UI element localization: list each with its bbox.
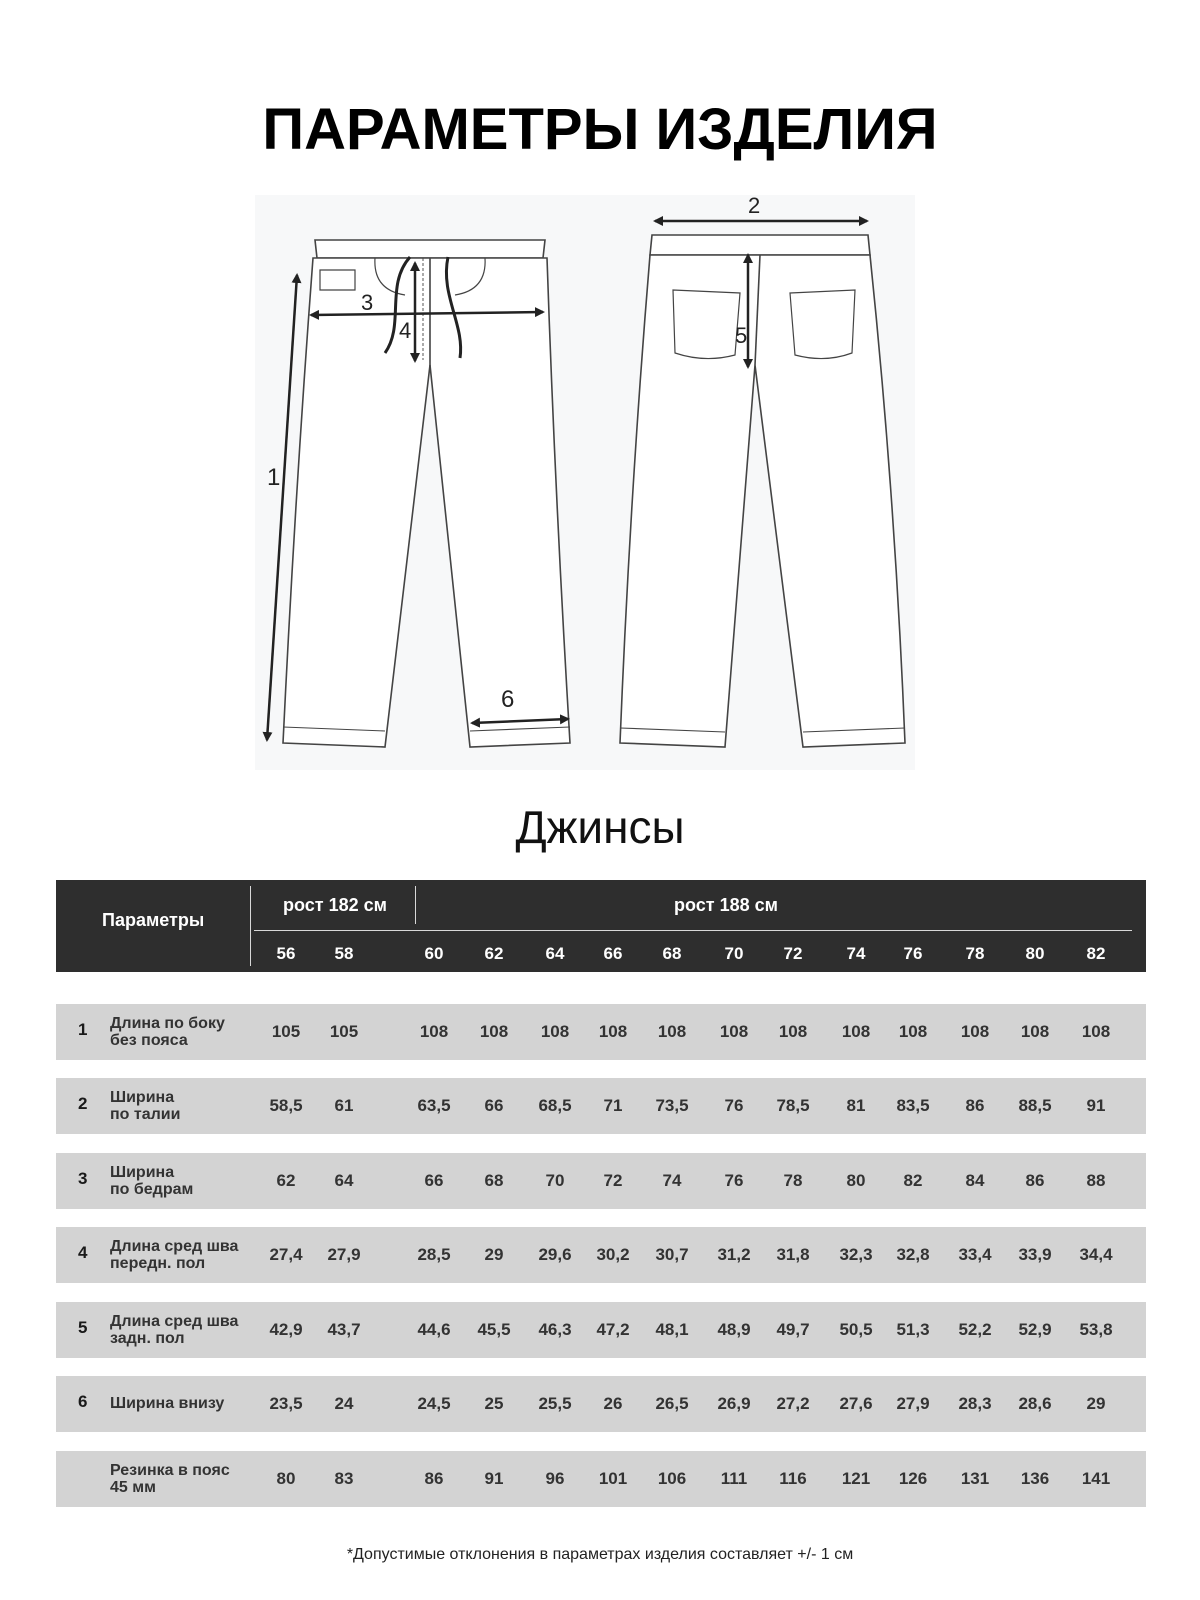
table-cell: 86	[965, 1096, 985, 1115]
table-row	[56, 1451, 1146, 1507]
table-cell: 44,6	[417, 1320, 451, 1339]
table-cell: 30,2	[596, 1245, 630, 1264]
table-cell: 70	[545, 1171, 565, 1190]
size-header: 64	[545, 944, 565, 963]
row-parameter-name: Резинка в пояс 45 мм	[110, 1462, 230, 1496]
table-cell: 53,8	[1079, 1320, 1113, 1339]
measure-4-label: 4	[399, 318, 412, 343]
row-number: 2	[78, 1094, 88, 1113]
group-height-182: рост 182 см	[283, 895, 387, 915]
table-cell: 108	[898, 1022, 928, 1041]
table-cell: 23,5	[269, 1394, 303, 1413]
table-cell: 28,3	[958, 1394, 992, 1413]
table-header	[56, 880, 1146, 972]
tolerance-note: *Допустимые отклонения в параметрах изделия составляет +/- 1 см	[346, 1546, 854, 1563]
table-cell: 52,9	[1018, 1320, 1052, 1339]
row-number: 4	[78, 1243, 88, 1262]
table-cell: 25	[484, 1394, 504, 1413]
table-cell: 80	[276, 1469, 296, 1488]
table-cell: 29	[1086, 1394, 1106, 1413]
table-cell: 31,8	[776, 1245, 810, 1264]
table-cell: 32,3	[839, 1245, 873, 1264]
measure-2-label: 2	[748, 195, 761, 218]
group-divider	[415, 886, 416, 924]
table-cell: 31,2	[717, 1245, 751, 1264]
table-cell: 29	[484, 1245, 504, 1264]
table-cell: 46,3	[538, 1320, 572, 1339]
table-cell: 108	[778, 1022, 808, 1041]
table-cell: 26	[603, 1394, 623, 1413]
table-cell: 131	[960, 1469, 990, 1488]
row-number: 6	[78, 1392, 88, 1411]
row-parameter-name: Длина по боку без пояса	[110, 1015, 225, 1049]
size-header: 70	[724, 944, 744, 963]
table-cell: 108	[841, 1022, 871, 1041]
table-cell: 43,7	[327, 1320, 361, 1339]
table-cell: 81	[846, 1096, 866, 1115]
table-cell: 141	[1081, 1469, 1111, 1488]
table-cell: 91	[1086, 1096, 1106, 1115]
table-cell: 26,9	[717, 1394, 751, 1413]
table-cell: 66	[424, 1171, 444, 1190]
table-row	[56, 1302, 1146, 1358]
row-parameter-name: Ширина по бедрам	[110, 1164, 194, 1198]
table-row	[56, 1227, 1146, 1283]
table-cell: 84	[965, 1171, 985, 1190]
table-cell: 26,5	[655, 1394, 689, 1413]
table-cell: 74	[662, 1171, 682, 1190]
group-underline	[254, 930, 1132, 931]
table-cell: 45,5	[477, 1320, 511, 1339]
table-cell: 116	[779, 1469, 807, 1488]
table-cell: 24	[334, 1394, 354, 1413]
table-cell: 29,6	[538, 1245, 572, 1264]
table-cell: 126	[898, 1469, 928, 1488]
table-cell: 32,8	[896, 1245, 930, 1264]
table-cell: 52,2	[958, 1320, 992, 1339]
table-cell: 108	[598, 1022, 628, 1041]
table-row	[56, 1004, 1146, 1060]
row-parameter-name: Ширина по талии	[110, 1089, 181, 1123]
table-cell: 78,5	[776, 1096, 810, 1115]
measure-1-label: 1	[267, 464, 281, 491]
table-cell: 108	[1020, 1022, 1050, 1041]
table-cell: 71	[603, 1096, 623, 1115]
table-cell: 82	[903, 1171, 923, 1190]
product-name: Джинсы	[515, 801, 685, 853]
measure-3-label: 3	[361, 290, 374, 315]
size-header: 82	[1086, 944, 1106, 963]
table-cell: 91	[484, 1469, 504, 1488]
table-cell: 83	[334, 1469, 354, 1488]
row-number: 5	[78, 1318, 88, 1337]
table-cell: 50,5	[839, 1320, 873, 1339]
table-cell: 33,4	[958, 1245, 992, 1264]
table-cell: 73,5	[655, 1096, 689, 1115]
size-header: 66	[603, 944, 623, 963]
table-cell: 105	[271, 1022, 301, 1041]
jeans-diagram	[255, 195, 915, 770]
table-cell: 136	[1020, 1469, 1050, 1488]
table-row	[56, 1153, 1146, 1209]
table-cell: 25,5	[538, 1394, 572, 1413]
table-cell: 30,7	[655, 1245, 689, 1264]
row-parameter-name: Ширина внизу	[110, 1395, 225, 1412]
table-cell: 33,9	[1018, 1245, 1052, 1264]
size-header: 80	[1025, 944, 1045, 963]
table-cell: 34,4	[1079, 1245, 1113, 1264]
measure-5-label: 5	[735, 323, 748, 348]
table-cell: 27,6	[839, 1394, 873, 1413]
table-cell: 108	[479, 1022, 509, 1041]
size-header: 62	[484, 944, 504, 963]
parameters-header: Параметры	[102, 910, 205, 930]
table-cell: 47,2	[596, 1320, 630, 1339]
table-cell: 49,7	[776, 1320, 810, 1339]
table-cell: 28,5	[417, 1245, 451, 1264]
table-cell: 63,5	[417, 1096, 451, 1115]
table-cell: 28,6	[1018, 1394, 1052, 1413]
table-cell: 58,5	[269, 1096, 303, 1115]
table-cell: 108	[960, 1022, 990, 1041]
table-cell: 68,5	[538, 1096, 572, 1115]
table-cell: 108	[540, 1022, 570, 1041]
page-title: ПАРАМЕТРЫ ИЗДЕЛИЯ	[262, 97, 938, 162]
size-header: 56	[276, 944, 296, 963]
table-cell: 27,9	[896, 1394, 930, 1413]
table-cell: 27,4	[269, 1245, 303, 1264]
table-cell: 83,5	[896, 1096, 930, 1115]
table-cell: 68	[484, 1171, 504, 1190]
size-header: 68	[662, 944, 682, 963]
table-cell: 24,5	[417, 1394, 451, 1413]
size-header: 76	[903, 944, 923, 963]
table-cell: 96	[545, 1469, 565, 1488]
header-divider	[250, 886, 251, 966]
group-height-188: рост 188 см	[674, 895, 778, 915]
table-cell: 27,9	[327, 1245, 361, 1264]
table-cell: 27,2	[776, 1394, 810, 1413]
table-cell: 86	[1025, 1171, 1045, 1190]
table-row	[56, 1376, 1146, 1432]
size-header: 74	[846, 944, 866, 963]
size-header: 58	[334, 944, 354, 963]
row-parameter-name: Длина сред шва задн. пол	[110, 1313, 239, 1347]
table-cell: 88	[1086, 1171, 1106, 1190]
size-header: 78	[965, 944, 985, 963]
table-cell: 61	[334, 1096, 354, 1115]
table-cell: 86	[424, 1469, 444, 1488]
table-cell: 42,9	[269, 1320, 303, 1339]
table-cell: 66	[484, 1096, 504, 1115]
table-cell: 48,9	[717, 1320, 751, 1339]
table-cell: 101	[598, 1469, 628, 1488]
table-cell: 78	[783, 1171, 803, 1190]
row-parameter-name: Длина сред шва передн. пол	[110, 1238, 239, 1272]
size-header: 72	[783, 944, 803, 963]
table-cell: 108	[419, 1022, 449, 1041]
table-cell: 108	[1081, 1022, 1111, 1041]
table-cell: 111	[720, 1469, 748, 1488]
row-number: 1	[78, 1020, 88, 1039]
table-cell: 108	[657, 1022, 687, 1041]
table-cell: 76	[724, 1171, 744, 1190]
table-cell: 108	[719, 1022, 749, 1041]
measure-6-label: 6	[501, 686, 515, 713]
row-number: 3	[78, 1169, 88, 1188]
table-cell: 48,1	[655, 1320, 689, 1339]
table-cell: 106	[657, 1469, 687, 1488]
table-cell: 51,3	[896, 1320, 930, 1339]
table-cell: 121	[841, 1469, 871, 1488]
size-header: 60	[424, 944, 444, 963]
table-cell: 72	[603, 1171, 623, 1190]
table-cell: 76	[724, 1096, 744, 1115]
table-cell: 64	[334, 1171, 354, 1190]
table-row	[56, 1078, 1146, 1134]
table-cell: 88,5	[1018, 1096, 1052, 1115]
table-cell: 105	[329, 1022, 359, 1041]
table-cell: 80	[846, 1171, 866, 1190]
table-cell: 62	[276, 1171, 296, 1190]
